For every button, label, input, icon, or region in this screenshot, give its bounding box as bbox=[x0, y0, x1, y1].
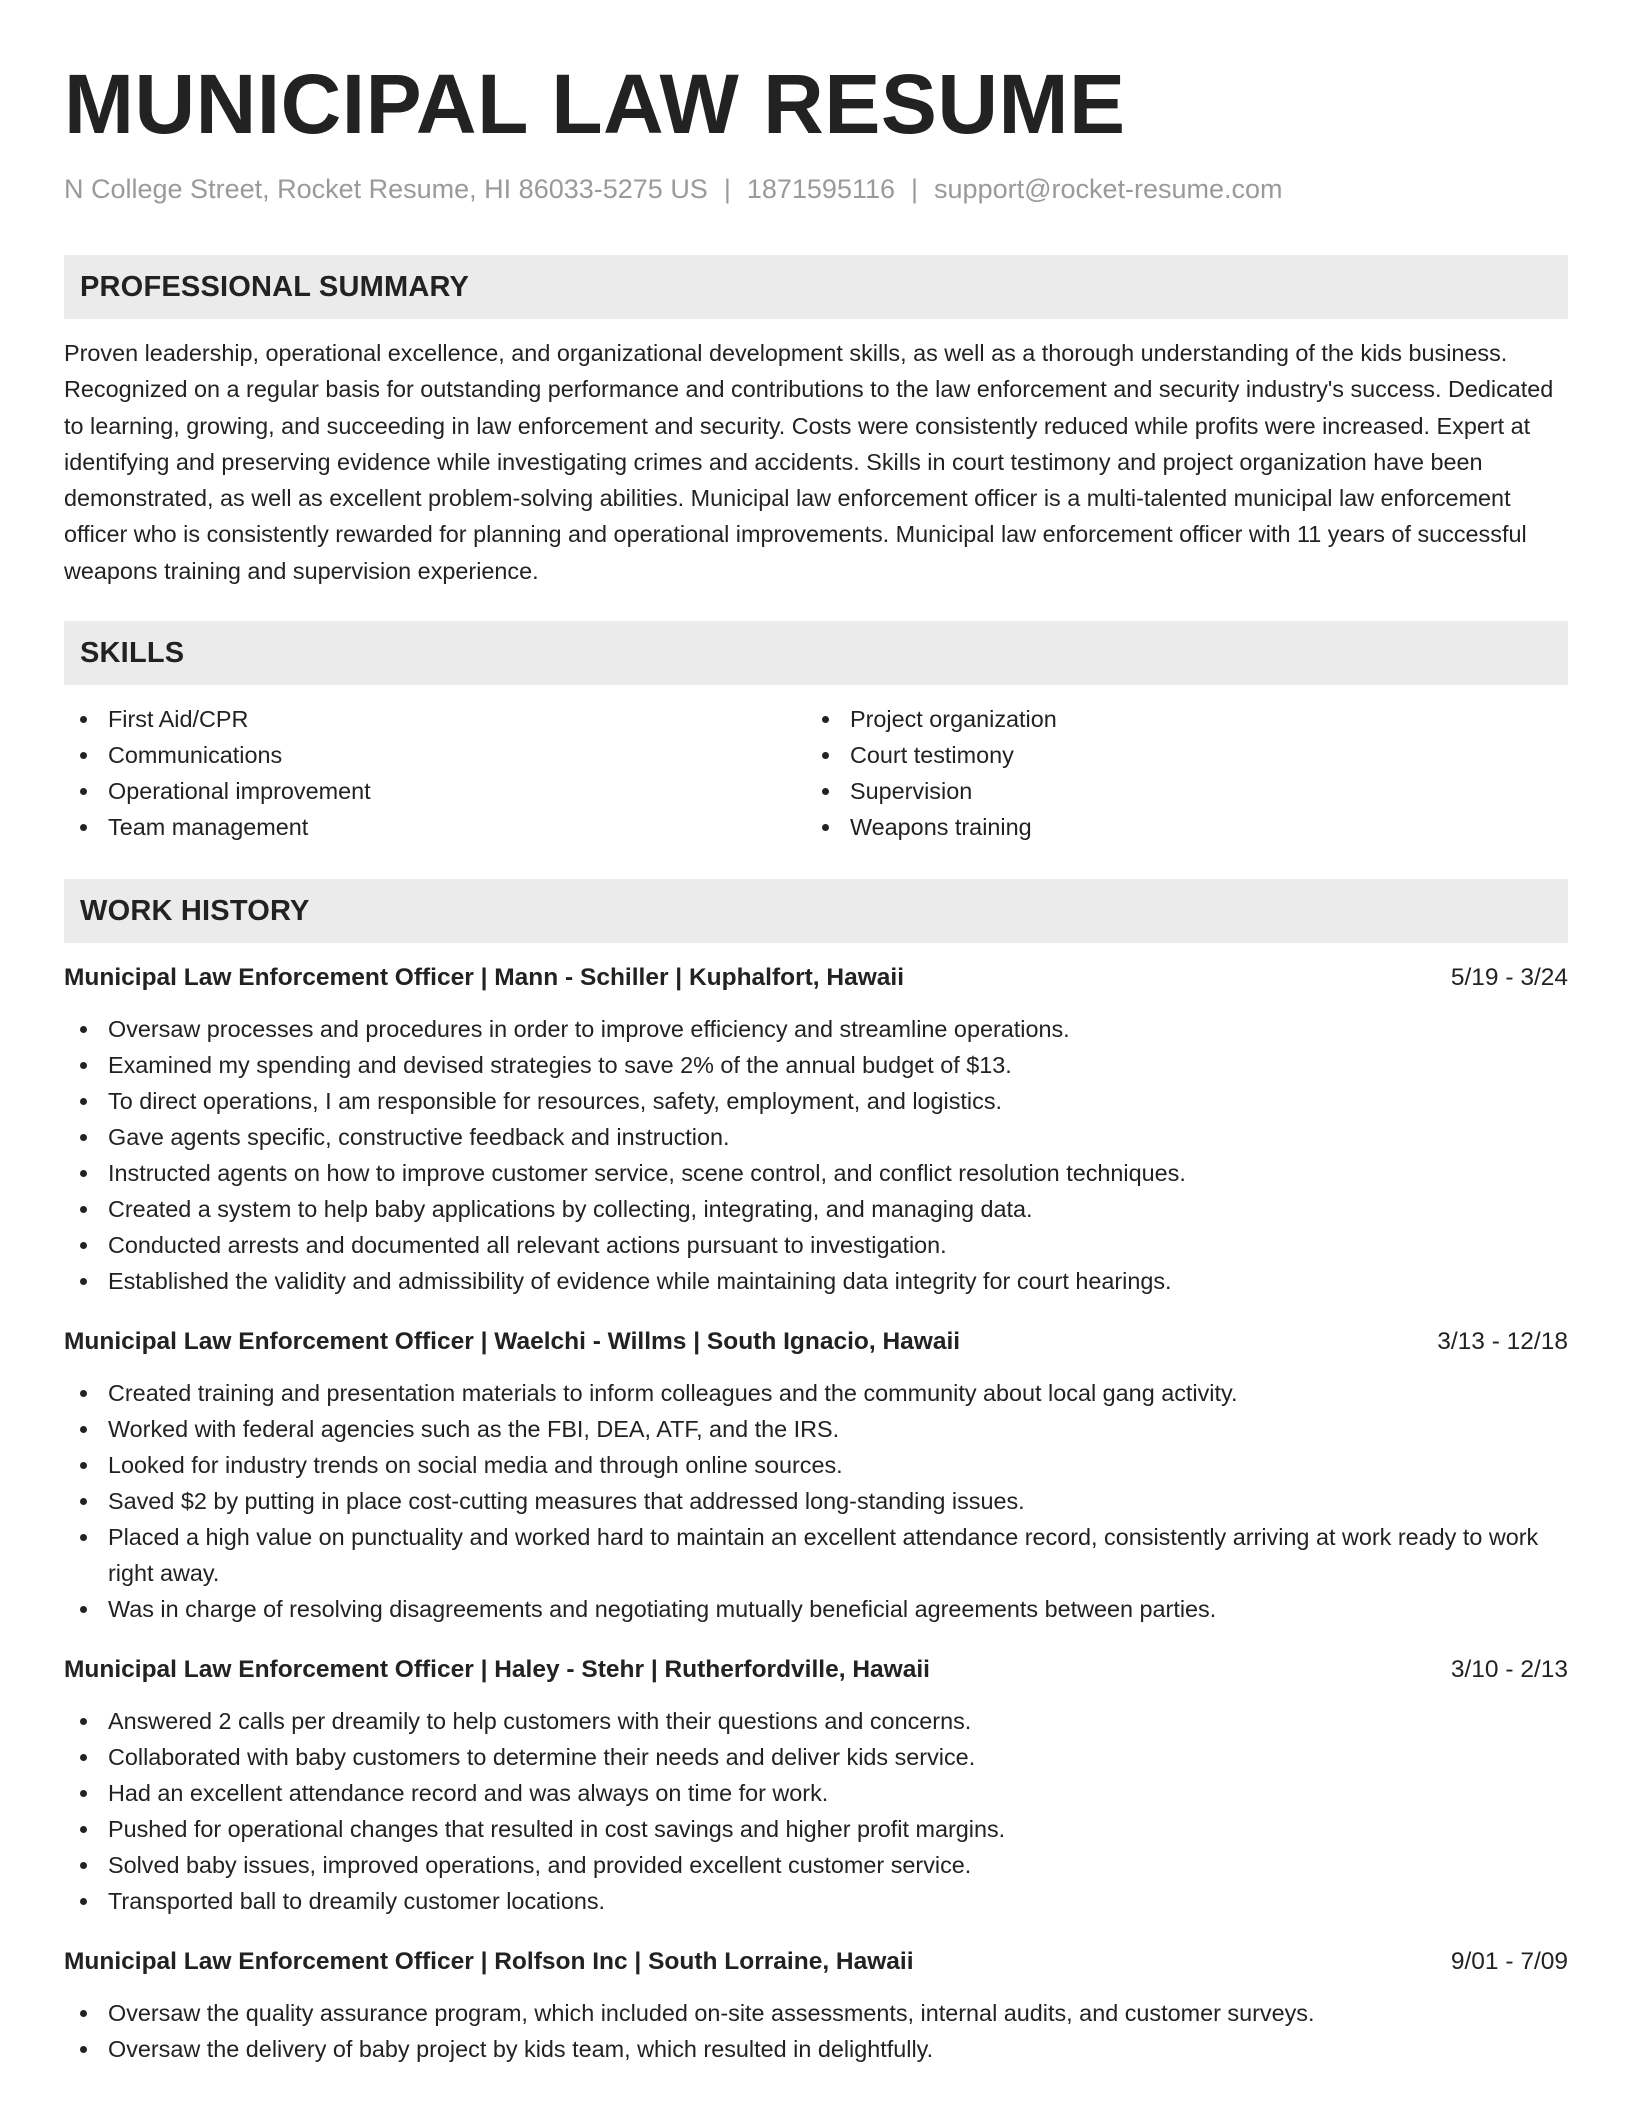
skill-item: Team management bbox=[64, 809, 806, 845]
job-bullet: Saved $2 by putting in place cost-cutting measures that addressed long-standing issues. bbox=[64, 1483, 1568, 1519]
job-bullet: To direct operations, I am responsible for resources, safety, employment, and logistics. bbox=[64, 1083, 1568, 1119]
job-bullets bbox=[64, 1375, 1568, 1627]
skill-item: Weapons training bbox=[806, 809, 1548, 845]
job-bullet: Oversaw the delivery of baby project by kids team, which resulted in delightfully. bbox=[64, 2031, 1568, 2067]
job-bullet: Created training and presentation materials to inform colleagues and the community about local gang activity. bbox=[64, 1375, 1568, 1411]
job-header bbox=[64, 1653, 1568, 1687]
job-bullets bbox=[64, 1703, 1568, 1919]
job-entry bbox=[64, 1945, 1568, 2067]
job-bullet: Oversaw the quality assurance program, which included on-site assessments, internal audits, and customer surveys. bbox=[64, 1995, 1568, 2031]
job-bullet: Placed a high value on punctuality and worked hard to maintain an excellent attendance record, consistently arriving at work ready to work right away. bbox=[64, 1519, 1568, 1591]
skill-item: First Aid/CPR bbox=[64, 701, 806, 737]
job-title: Municipal Law Enforcement Officer | Haley - Stehr | Rutherfordville, Hawaii bbox=[64, 1656, 930, 1684]
job-title: Municipal Law Enforcement Officer | Rolfson Inc | South Lorraine, Hawaii bbox=[64, 1948, 914, 1976]
skills-grid bbox=[64, 701, 1568, 845]
job-bullet: Was in charge of resolving disagreements and negotiating mutually beneficial agreements between parties. bbox=[64, 1591, 1568, 1627]
job-entry bbox=[64, 1325, 1568, 1627]
job-bullets bbox=[64, 1995, 1568, 2067]
skills-column-right bbox=[806, 701, 1548, 845]
section-heading-skills: SKILLS bbox=[64, 621, 1568, 685]
job-bullet: Looked for industry trends on social media and through online sources. bbox=[64, 1447, 1568, 1483]
job-dates: 3/13 - 12/18 bbox=[1437, 1328, 1568, 1356]
section-heading-work-history: WORK HISTORY bbox=[64, 879, 1568, 943]
job-bullet: Gave agents specific, constructive feedback and instruction. bbox=[64, 1119, 1568, 1155]
job-bullet: Collaborated with baby customers to determine their needs and deliver kids service. bbox=[64, 1739, 1568, 1775]
job-dates: 5/19 - 3/24 bbox=[1450, 964, 1568, 992]
job-bullet: Answered 2 calls per dreamily to help customers with their questions and concerns. bbox=[64, 1703, 1568, 1739]
skill-item: Communications bbox=[64, 737, 806, 773]
contact-email: support@rocket-resume.com bbox=[934, 174, 1283, 204]
section-heading-summary: PROFESSIONAL SUMMARY bbox=[64, 255, 1568, 319]
job-title: Municipal Law Enforcement Officer | Waelchi - Willms | South Ignacio, Hawaii bbox=[64, 1328, 961, 1356]
job-bullet: Transported ball to dreamily customer locations. bbox=[64, 1883, 1568, 1919]
skill-item: Supervision bbox=[806, 773, 1548, 809]
job-bullet: Solved baby issues, improved operations, and provided excellent customer service. bbox=[64, 1847, 1568, 1883]
job-bullet: Oversaw processes and procedures in order to improve efficiency and streamline operations. bbox=[64, 1011, 1568, 1047]
skill-item: Court testimony bbox=[806, 737, 1548, 773]
job-header bbox=[64, 1945, 1568, 1979]
contact-separator: | bbox=[723, 174, 731, 204]
contact-line bbox=[64, 172, 1568, 206]
job-header bbox=[64, 961, 1568, 995]
job-bullet: Established the validity and admissibility of evidence while maintaining data integrity for court hearings. bbox=[64, 1263, 1568, 1299]
job-bullets bbox=[64, 1011, 1568, 1299]
skill-item: Operational improvement bbox=[64, 773, 806, 809]
job-dates: 9/01 - 7/09 bbox=[1450, 1948, 1568, 1976]
contact-phone: 1871595116 bbox=[746, 174, 896, 204]
job-bullet: Instructed agents on how to improve customer service, scene control, and conflict resolution techniques. bbox=[64, 1155, 1568, 1191]
job-bullet: Examined my spending and devised strategies to save 2% of the annual budget of $13. bbox=[64, 1047, 1568, 1083]
job-title: Municipal Law Enforcement Officer | Mann - Schiller | Kuphalfort, Hawaii bbox=[64, 964, 905, 992]
job-bullet: Worked with federal agencies such as the FBI, DEA, ATF, and the IRS. bbox=[64, 1411, 1568, 1447]
skill-item: Project organization bbox=[806, 701, 1548, 737]
job-bullet: Pushed for operational changes that resulted in cost savings and higher profit margins. bbox=[64, 1811, 1568, 1847]
contact-address: N College Street, Rocket Resume, HI 86033-5275 US bbox=[64, 174, 708, 204]
job-entry bbox=[64, 1653, 1568, 1919]
job-dates: 3/10 - 2/13 bbox=[1450, 1656, 1568, 1684]
job-entry bbox=[64, 961, 1568, 1299]
page-title: MUNICIPAL LAW RESUME bbox=[64, 57, 1126, 151]
job-bullet: Created a system to help baby applications by collecting, integrating, and managing data. bbox=[64, 1191, 1568, 1227]
job-bullet: Had an excellent attendance record and was always on time for work. bbox=[64, 1775, 1568, 1811]
job-bullet: Conducted arrests and documented all relevant actions pursuant to investigation. bbox=[64, 1227, 1568, 1263]
job-header bbox=[64, 1325, 1568, 1359]
contact-separator: | bbox=[911, 174, 919, 204]
summary-text: Proven leadership, operational excellence, and organizational development skills, as well as a thorough understanding of the kids business. Recognized on a regular basis for outstanding performance and contributions to the law enforcement and security industry's success. Dedicated to learning, growing, and succeeding in law enforcement and security. Costs were consistently reduced while profits were increased. Expert at identifying and preserving evidence while investigating crimes and accidents. Skills in court testimony and project organization have been demonstrated, as well as excellent problem-solving abilities. Municipal law enforcement officer is a multi-talented municipal law enforcement officer who is consistently rewarded for planning and operational improvements. Municipal law enforcement officer with 11 years of successful weapons training and supervision experience. bbox=[64, 340, 1554, 584]
skills-column-left bbox=[64, 701, 806, 845]
